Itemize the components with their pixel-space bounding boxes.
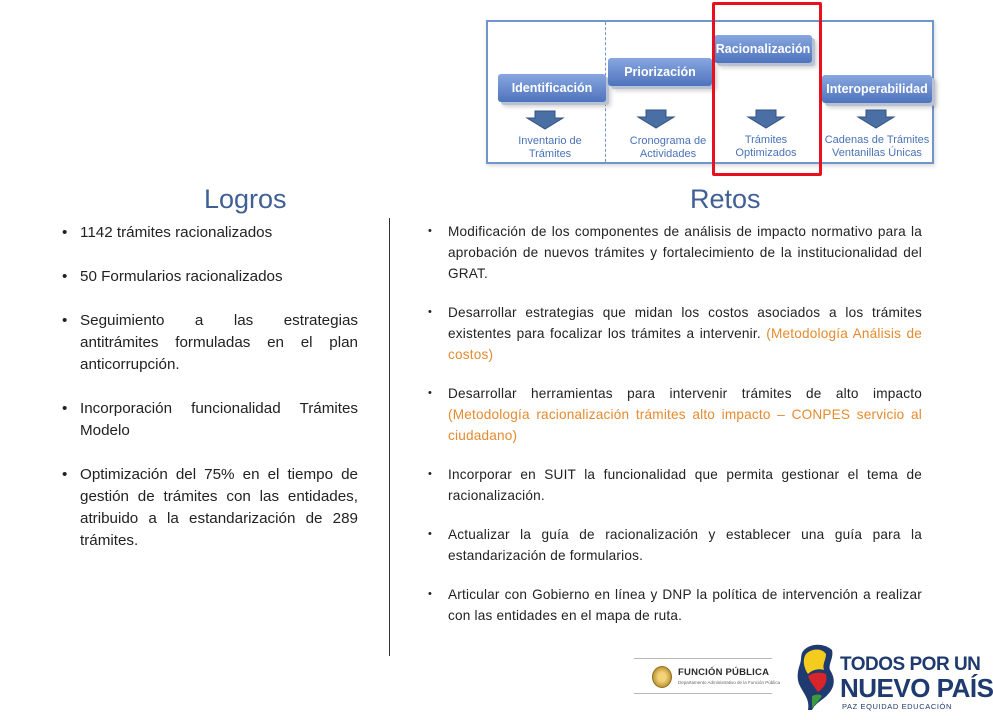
down-arrow-icon (858, 110, 894, 128)
output-line: Inventario de (518, 135, 582, 147)
retos-item-text: Articular con Gobierno en línea y DNP la política de intervención a realizar con las entidades en el mapa de ruta. (448, 587, 922, 623)
retos-item-text: Modificación de los componentes de análisis de impacto normativo para la aprobación de nuevos trámites y fortalecimiento de la institucionalidad del GRAT. (448, 224, 922, 281)
retos-item (428, 524, 922, 566)
funcion-publica-subtitle: Departamento Administrativo de la Función Pública (678, 680, 781, 685)
retos-heading: Retos (690, 184, 761, 214)
logo-tagline: PAZ EQUIDAD EDUCACIÓN (842, 702, 952, 711)
retos-item-text: Desarrollar estrategias que midan los costos asociados a los trámites existentes para focalizar los trámites a intervenir. (448, 305, 922, 341)
output-interoperabilidad (816, 134, 938, 160)
output-line: Trámites (744, 134, 788, 146)
output-line: Optimizados (735, 147, 797, 159)
logros-item: • 1142 trámites racionalizados (62, 222, 358, 244)
highlight-frame (712, 2, 822, 176)
logros-item: • Optimización del 75% en el tiempo de gestión de trámites con las entidades, atribuido a la estandarización de 289 trámites. (62, 464, 358, 552)
output-line: Ventanillas Únicas (832, 147, 922, 159)
logros-item: • Seguimiento a las estrategias antitrámites formuladas en el plan anticorrupción. (62, 310, 358, 376)
retos-item (428, 464, 922, 506)
stage-identificacion: Identificación (498, 74, 606, 102)
output-line: Actividades (639, 148, 697, 160)
logros-heading: Logros (204, 184, 287, 214)
retos-list (428, 221, 922, 644)
retos-item-text: Incorporar en SUIT la funcionalidad que permita gestionar el tema de racionalización. (448, 467, 922, 503)
retos-item (428, 302, 922, 365)
down-arrow-icon (638, 110, 674, 128)
logo-line-nuevo-pais: NUEVO PAÍS (840, 673, 993, 703)
logros-item: • 50 Formularios racionalizados (62, 266, 358, 288)
retos-item-text: Actualizar la guía de racionalización y establecer una guía para la estandarización de formularios. (448, 527, 922, 563)
logros-item: • Incorporación funcionalidad Trámites Modelo (62, 398, 358, 442)
stage-interoperabilidad: Interoperabilidad (822, 75, 932, 103)
stage-priorizacion: Priorización (608, 58, 712, 86)
colombia-map-icon (790, 640, 844, 716)
output-identificacion (500, 135, 600, 161)
output-line: Cadenas de Trámites (824, 134, 930, 146)
retos-item (428, 383, 922, 446)
funcion-publica-logo (634, 658, 781, 694)
logros-list (62, 222, 358, 574)
column-divider (389, 218, 390, 656)
retos-item (428, 584, 922, 626)
retos-item (428, 221, 922, 284)
retos-item-text: Desarrollar herramientas para intervenir trámites de alto impacto (448, 386, 922, 401)
logo-line-todos-por-un: TODOS POR UN (840, 654, 981, 675)
output-priorizacion (620, 135, 716, 161)
funcion-publica-name: FUNCIÓN PÚBLICA (678, 667, 770, 678)
down-arrow-icon (527, 111, 563, 129)
todos-por-un-nuevo-pais-logo (790, 640, 993, 716)
coat-of-arms-icon (652, 666, 672, 688)
retos-item-note: (Metodología Análisis de costos) (448, 326, 922, 362)
retos-item-note: (Metodología racionalización trámites alto impacto – CONPES servicio al ciudadano) (448, 407, 922, 443)
output-line: Trámites (528, 148, 572, 160)
output-line: Cronograma de (629, 135, 707, 147)
stage-racionalizacion: Racionalización (714, 35, 812, 63)
